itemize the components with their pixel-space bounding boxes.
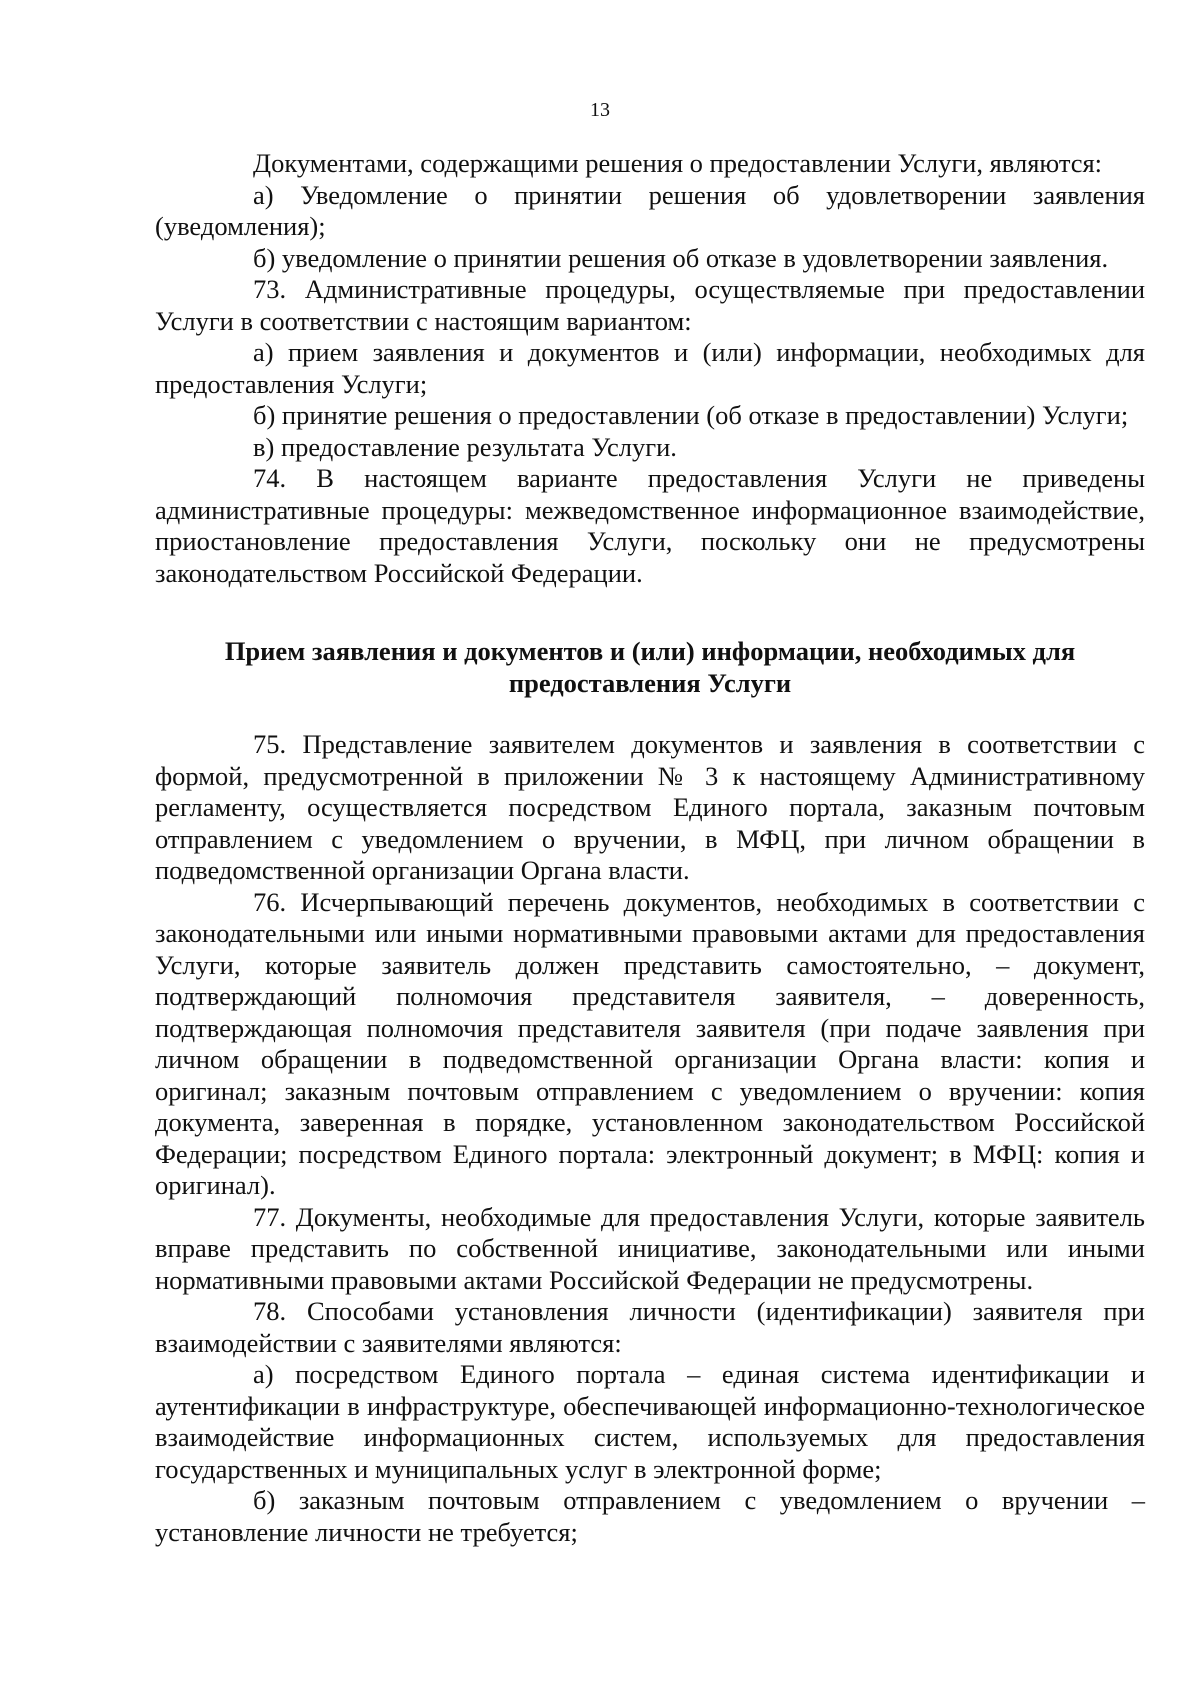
document-body: [155, 148, 1145, 1548]
paragraph: 77. Документы, необходимые для предоставления Услуги, которые заявитель вправе представить по собственной инициативе, законодательными или иными нормативными правовыми актами Российской Федерации не предусмотрены.: [155, 1201, 1145, 1295]
paragraph: б) заказным почтовым отправлением с уведомлением о вручении – установление личности не требуется;: [155, 1485, 1145, 1547]
paragraph: 76. Исчерпывающий перечень документов, необходимых в соответствии с законодательными или иными нормативными правовыми актами для предоставления Услуги, которые заявитель должен представить самостоятельно, – документ, подтверждающий полномочия представителя заявителя, – доверенность, подтверждающая полномочия представителя заявителя (при подаче заявления при личном обращении в подведомственной организации Органа власти: копия и оригинал; заказным почтовым отправлением с уведомлением о вручении: копия документа, заверенная в порядке, установленном законодательством Российской Федерации; посредством Единого портала: электронный документ; в МФЦ: копия и оригинал).: [155, 886, 1145, 1200]
section-heading: [155, 635, 1145, 699]
page-number: 13: [590, 99, 610, 121]
section-heading-line: предоставления Услуги: [508, 668, 792, 698]
paragraph: 78. Способами установления личности (идентификации) заявителя при взаимодействии с заявителями являются:: [155, 1296, 1145, 1358]
paragraph: а) прием заявления и документов и (или) информации, необходимых для предоставления Услуги;: [155, 337, 1145, 399]
paragraph: 74. В настоящем варианте предоставления Услуги не приведены административные процедуры: межведомственное информационное взаимодействие, приостановление предоставления Услуги, поскольку они не предусмотрены законодательством Российской Федерации.: [155, 463, 1145, 588]
paragraph: а) посредством Единого портала – единая система идентификации и аутентификации в инфраструктуре, обеспечивающей информационно-технологическое взаимодействие информационных систем, используемых для предоставления государственных и муниципальных услуг в электронной форме;: [155, 1359, 1145, 1484]
paragraph: в) предоставление результата Услуги.: [253, 431, 677, 462]
paragraph: Документами, содержащими решения о предоставлении Услуги, являются:: [253, 148, 1103, 178]
section-heading-line: Прием заявления и документов и (или) информации, необходимых для: [224, 636, 1076, 666]
paragraph: а) Уведомление о принятии решения об удовлетворении заявления (уведомления);: [155, 179, 1145, 241]
paragraph: 75. Представление заявителем документов и заявления в соответствии с формой, предусмотренной в приложении № 3 к настоящему Административному регламенту, осуществляется посредством Единого портала, заказным почтовым отправлением с уведомлением о вручении, в МФЦ, при личном обращении в подведомственной организации Органа власти.: [155, 729, 1145, 885]
paragraph: 73. Административные процедуры, осуществляемые при предоставлении Услуги в соответствии с настоящим вариантом:: [155, 274, 1145, 336]
paragraph: б) уведомление о принятии решения об отказе в удовлетворении заявления.: [253, 242, 1109, 273]
paragraph: б) принятие решения о предоставлении (об отказе в предоставлении) Услуги;: [253, 400, 1129, 430]
